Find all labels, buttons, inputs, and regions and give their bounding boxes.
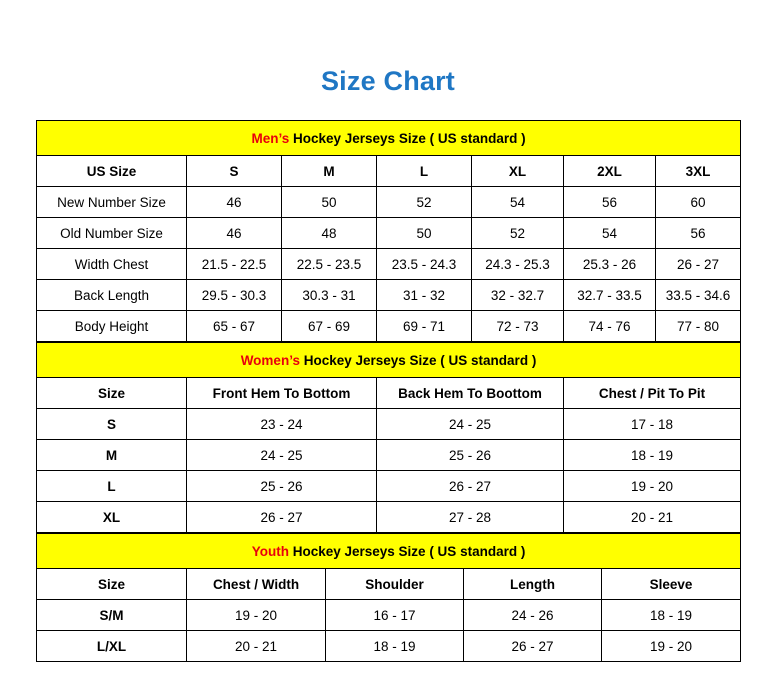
womens-r1-c2: 25 - 26	[377, 440, 564, 471]
youth-col-1: Chest / Width	[187, 569, 326, 600]
table-row	[37, 187, 741, 218]
youth-r1-c2: 18 - 19	[326, 631, 464, 662]
mens-r4-c3: 69 - 71	[377, 311, 472, 342]
womens-col-0: Size	[37, 378, 187, 409]
size-chart-tables	[36, 120, 740, 662]
womens-col-2: Back Hem To Boottom	[377, 378, 564, 409]
table-row	[37, 600, 741, 631]
womens-r3-c3: 20 - 21	[564, 502, 741, 533]
youth-col-0: Size	[37, 569, 187, 600]
youth-r0-c0: S/M	[37, 600, 187, 631]
mens-r1-c3: 50	[377, 218, 472, 249]
youth-section-header-accent: Youth	[251, 543, 289, 559]
table-row	[37, 440, 741, 471]
womens-r1-c3: 18 - 19	[564, 440, 741, 471]
mens-r0-c2: 50	[282, 187, 377, 218]
mens-r2-c3: 23.5 - 24.3	[377, 249, 472, 280]
mens-r2-c6: 26 - 27	[656, 249, 741, 280]
mens-r0-c4: 54	[472, 187, 564, 218]
youth-col-4: Sleeve	[602, 569, 741, 600]
table-row	[37, 249, 741, 280]
youth-section-header	[37, 534, 741, 569]
womens-r2-c2: 26 - 27	[377, 471, 564, 502]
table-row	[37, 311, 741, 342]
mens-r3-c3: 31 - 32	[377, 280, 472, 311]
table-row	[37, 631, 741, 662]
youth-r1-c1: 20 - 21	[187, 631, 326, 662]
mens-section-header-accent: Men’s	[251, 130, 290, 146]
table-section-header-row	[37, 343, 741, 378]
youth-col-3: Length	[464, 569, 602, 600]
youth-col-2: Shoulder	[326, 569, 464, 600]
mens-r4-c6: 77 - 80	[656, 311, 741, 342]
table-header-row	[37, 378, 741, 409]
youth-r1-c0: L/XL	[37, 631, 187, 662]
youth-r1-c4: 19 - 20	[602, 631, 741, 662]
table-header-row	[37, 569, 741, 600]
mens-r3-c2: 30.3 - 31	[282, 280, 377, 311]
table-row	[37, 218, 741, 249]
womens-r1-c0: M	[37, 440, 187, 471]
mens-col-4: XL	[472, 156, 564, 187]
mens-r2-c2: 22.5 - 23.5	[282, 249, 377, 280]
womens-r3-c1: 26 - 27	[187, 502, 377, 533]
mens-col-5: 2XL	[564, 156, 656, 187]
youth-size-table	[36, 533, 741, 662]
youth-r0-c2: 16 - 17	[326, 600, 464, 631]
mens-r1-c2: 48	[282, 218, 377, 249]
mens-r1-c6: 56	[656, 218, 741, 249]
youth-r0-c3: 24 - 26	[464, 600, 602, 631]
womens-r3-c0: XL	[37, 502, 187, 533]
mens-r4-c5: 74 - 76	[564, 311, 656, 342]
table-section-header-row	[37, 121, 741, 156]
mens-r3-c1: 29.5 - 30.3	[187, 280, 282, 311]
mens-r2-c4: 24.3 - 25.3	[472, 249, 564, 280]
youth-r1-c3: 26 - 27	[464, 631, 602, 662]
mens-col-2: M	[282, 156, 377, 187]
womens-size-table	[36, 342, 741, 533]
table-header-row	[37, 156, 741, 187]
womens-section-header	[37, 343, 741, 378]
mens-r0-c0: New Number Size	[37, 187, 187, 218]
mens-r1-c0: Old Number Size	[37, 218, 187, 249]
womens-section-header-rest: Hockey Jerseys Size ( US standard )	[299, 352, 537, 368]
mens-r1-c5: 54	[564, 218, 656, 249]
mens-r4-c0: Body Height	[37, 311, 187, 342]
mens-col-6: 3XL	[656, 156, 741, 187]
womens-r0-c1: 23 - 24	[187, 409, 377, 440]
mens-section-header-rest: Hockey Jerseys Size ( US standard )	[289, 130, 526, 146]
womens-r2-c1: 25 - 26	[187, 471, 377, 502]
mens-col-3: L	[377, 156, 472, 187]
mens-r4-c1: 65 - 67	[187, 311, 282, 342]
womens-r2-c0: L	[37, 471, 187, 502]
mens-r0-c6: 60	[656, 187, 741, 218]
table-row	[37, 471, 741, 502]
mens-r4-c4: 72 - 73	[472, 311, 564, 342]
mens-r0-c5: 56	[564, 187, 656, 218]
mens-r2-c1: 21.5 - 22.5	[187, 249, 282, 280]
youth-section-header-rest: Hockey Jerseys Size ( US standard )	[288, 543, 526, 559]
mens-r1-c1: 46	[187, 218, 282, 249]
womens-col-1: Front Hem To Bottom	[187, 378, 377, 409]
womens-col-3: Chest / Pit To Pit	[564, 378, 741, 409]
page-title: Size Chart	[320, 66, 456, 96]
mens-col-1: S	[187, 156, 282, 187]
womens-r0-c3: 17 - 18	[564, 409, 741, 440]
mens-section-header	[37, 121, 741, 156]
mens-r2-c0: Width Chest	[37, 249, 187, 280]
mens-r0-c1: 46	[187, 187, 282, 218]
table-section-header-row	[37, 534, 741, 569]
mens-r0-c3: 52	[377, 187, 472, 218]
table-row	[37, 409, 741, 440]
youth-r0-c4: 18 - 19	[602, 600, 741, 631]
mens-r3-c6: 33.5 - 34.6	[656, 280, 741, 311]
womens-r2-c3: 19 - 20	[564, 471, 741, 502]
womens-r1-c1: 24 - 25	[187, 440, 377, 471]
mens-r3-c5: 32.7 - 33.5	[564, 280, 656, 311]
womens-r0-c2: 24 - 25	[377, 409, 564, 440]
table-row	[37, 502, 741, 533]
womens-section-header-accent: Women’s	[240, 352, 300, 368]
mens-r4-c2: 67 - 69	[282, 311, 377, 342]
mens-size-table	[36, 120, 741, 342]
youth-r0-c1: 19 - 20	[187, 600, 326, 631]
womens-r0-c0: S	[37, 409, 187, 440]
mens-r1-c4: 52	[472, 218, 564, 249]
mens-r3-c4: 32 - 32.7	[472, 280, 564, 311]
mens-r3-c0: Back Length	[37, 280, 187, 311]
mens-col-0: US Size	[37, 156, 187, 187]
mens-r2-c5: 25.3 - 26	[564, 249, 656, 280]
table-row	[37, 280, 741, 311]
womens-r3-c2: 27 - 28	[377, 502, 564, 533]
